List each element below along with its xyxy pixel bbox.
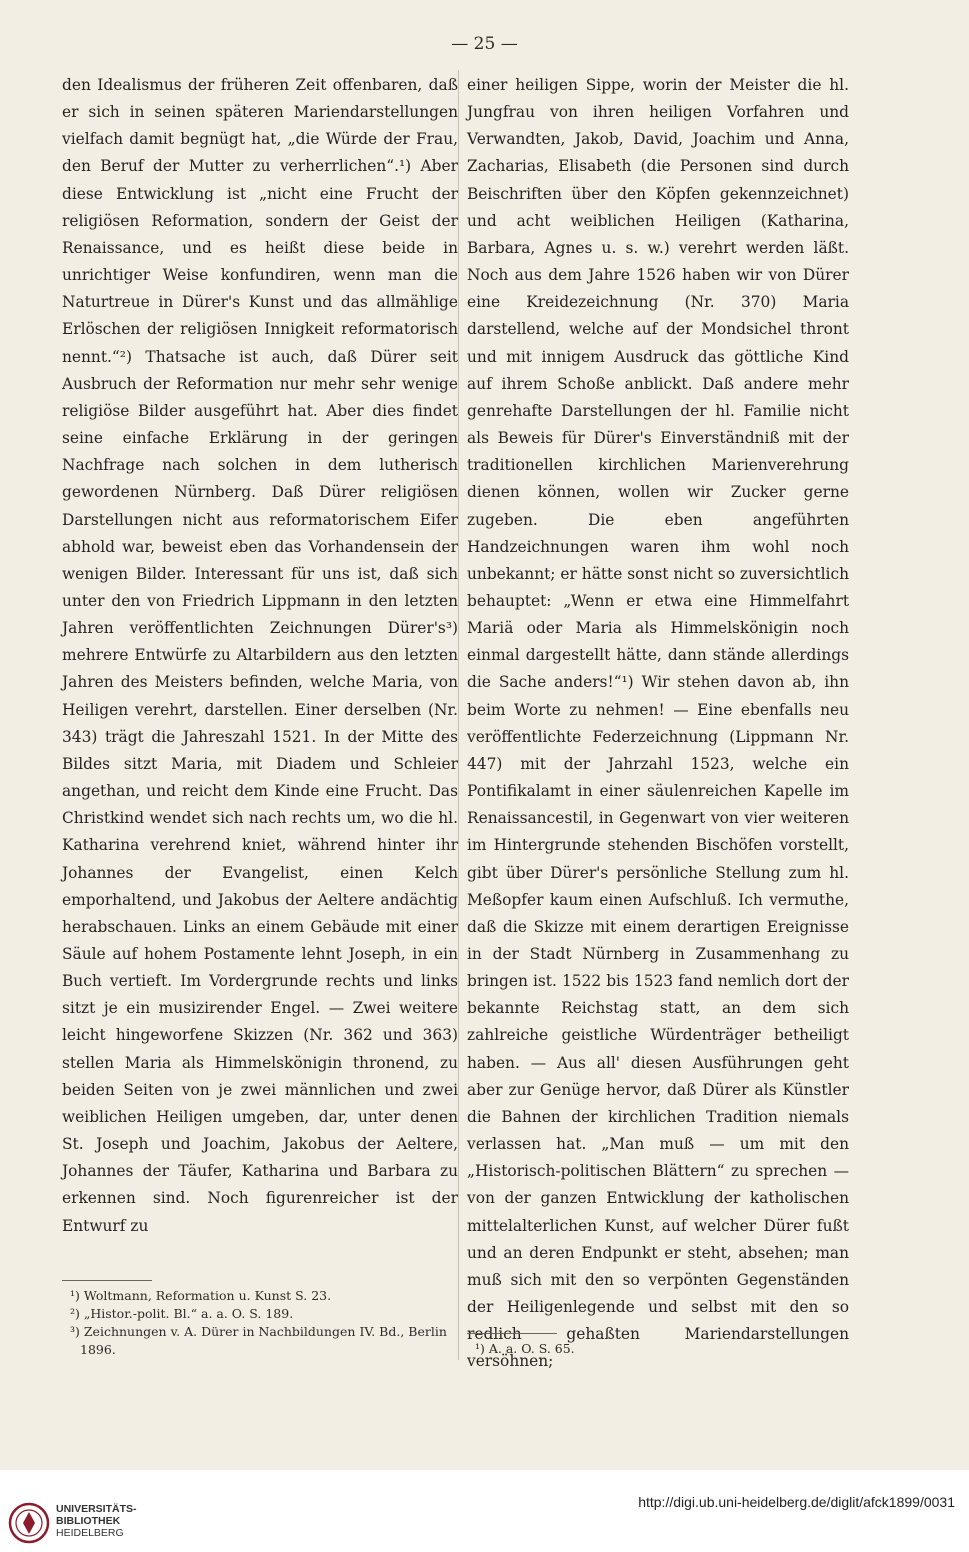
left-footnotes [62, 1272, 458, 1359]
footnote-rule [62, 1280, 152, 1281]
footer-bar [0, 1470, 969, 1552]
footnote-3: ³) Zeichnungen v. A. Dürer in Nachbildungen IV. Bd., Berlin 1896. [70, 1324, 447, 1357]
university-seal-icon [8, 1502, 50, 1544]
right-column-text: einer heiligen Sippe, worin der Meister die hl. Jungfrau von ihren heiligen Vorfahren und Verwandten, Jakob, David, Joachim und Anna, Zacharias, Elisabeth (die Personen sind durch Beischriften über den Köpfen gekennzeichnet) und acht weiblichen Heiligen (Katharina, Barbara, Agnes u. s. w.) verehrt werden läßt. Noch aus dem Jahre 1526 haben wir von Dürer eine Kreidezeichnung (Nr. 370) Maria darstellend, welche auf der Mondsichel thront und mit innigem Ausdruck das göttliche Kind auf ihrem Schoße anblickt. Daß andere mehr genrehafte Darstellungen der hl. Familie nicht als Beweis für Dürer's Einverständniß mit der traditionellen kirchlichen Marienverehrung dienen können, wollen wir Zucker gerne zugeben. Die eben angeführten Handzeichnungen waren ihm wohl noch unbekannt; er hätte sonst nicht so zuversichtlich behauptet: „Wenn er etwa eine Himmelfahrt Mariä oder Maria als Himmelskönigin noch einmal dargestellt hätte, dann stände allerdings die Sache anders!“¹) Wir stehen davon ab, ihn beim Worte zu nehmen! — Eine ebenfalls neu veröffentlichte Federzeichnung (Lippmann Nr. 447) mit der Jahrzahl 1523, welche ein Pontifikalamt in einer säulenreichen Kapelle im Renaissancestil, in Gegenwart von vier weiteren im Hintergrunde stehenden Bischöfen vorstellt, gibt über Dürer's persönliche Stellung zum hl. Meßopfer kaum einen Aufschluß. Ich vermuthe, daß die Skizze mit einem derartigen Ereignisse in der Stadt Nürnberg in Zusammenhang zu bringen ist. 1522 bis 1523 fand nemlich dort der bekannte Reichstag statt, an dem sich zahlreiche geistliche Würdenträger betheiligt haben. — Aus all' diesen Ausführungen geht aber zur Genüge hervor, daß Dürer als Künstler die Bahnen der kirchlichen Tradition niemals verlassen hat. „Man muß — um mit den „Historisch-politischen Blättern“ zu sprechen — von der ganzen Entwicklung der katholischen mittelalterlichen Kunst, auf welcher Dürer fußt und an deren Endpunkt er steht, absehen; man muß sich mit den so verpönten Gegenständen der Heiligenlegende und selbst mit den so redlich gehaßten Mariendarstellungen versöhnen; [467, 76, 849, 1371]
footnote-1: ¹) Woltmann, Reformation u. Kunst S. 23. [70, 1288, 332, 1303]
left-column-text: den Idealismus der früheren Zeit offenbaren, daß er sich in seinen späteren Mariendarstellungen vielfach damit begnügt hat, „die Würde der Frau, den Beruf der Mutter zu verherrlichen“.¹) Aber diese Entwicklung ist „nicht eine Frucht der religiösen Reformation, sondern der Geist der Renaissance, und es heißt diese beide in unrichtiger Weise konfundiren, wenn man die Naturtreue in Dürer's Kunst und das allmählige Erlöschen der religiösen Innigkeit reformatorisch nennt.“²) Thatsache ist auch, daß Dürer seit Ausbruch der Reformation nur mehr sehr wenige religiöse Bilder ausgeführt hat. Aber dies findet seine einfache Erklärung in der geringen Nachfrage nach solchen in dem lutherisch gewordenen Nürnberg. Daß Dürer religiösen Darstellungen nicht aus reformatorischem Eifer abhold war, beweist eben das Vorhandensein der wenigen Bilder. Interessant für uns ist, daß sich unter den von Friedrich Lippmann in den letzten Jahren veröffentlichten Zeichnungen Dürer's³) mehrere Entwürfe zu Altarbildern aus den letzten Jahren des Meisters befinden, welche Maria, von Heiligen verehrt, darstellen. Einer derselben (Nr. 343) trägt die Jahreszahl 1521. In der Mitte des Bildes sitzt Maria, mit Diadem und Schleier angethan, und reicht dem Kinde eine Frucht. Das Christkind wendet sich nach rechts um, wo die hl. Katharina verehrend kniet, während hinter ihr Johannes der Evangelist, einen Kelch emporhaltend, und Jakobus der Aeltere andächtig herabschauen. Links an einem Gebäude mit einer Säule auf hohem Postamente lehnt Joseph, in ein Buch vertieft. Im Vordergrunde rechts und links sitzt je ein musizirender Engel. — Zwei weitere leicht hingeworfene Skizzen (Nr. 362 und 363) stellen Maria als Himmelskönigin thronend, zu beiden Seiten von je zwei männlichen und zwei weiblichen Heiligen umgeben, dar, unter denen St. Joseph und Joachim, Jakobus der Aeltere, Johannes der Täufer, Katharina und Barbara zu erkennen sind. Noch figurenreicher ist der Entwurf zu [62, 76, 458, 1235]
left-column [62, 72, 458, 1240]
column-divider [458, 70, 459, 1360]
footnote-2: ²) „Histor.-polit. Bl.“ a. a. O. S. 189. [70, 1306, 294, 1321]
footnote-1: ¹) A. a. O. S. 65. [475, 1341, 575, 1356]
right-column [467, 72, 849, 1376]
page-number: — 25 — [451, 34, 518, 54]
source-url[interactable]: http://digi.ub.uni-heidelberg.de/diglit/afck1899/0031 [638, 1494, 955, 1510]
footnote-rule [467, 1333, 557, 1334]
institution-name: UNIVERSITÄTS- BIBLIOTHEK HEIDELBERG [56, 1503, 137, 1539]
right-footnotes [467, 1325, 849, 1358]
